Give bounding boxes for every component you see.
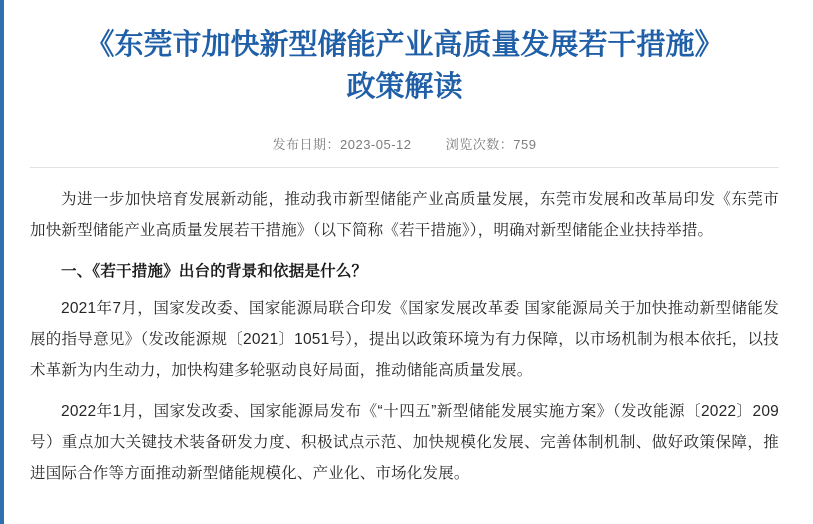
paragraph: 2022年1月，国家发改委、国家能源局发布《“十四五”新型储能发展实施方案》（发改能源〔2022〕209号）重点加大关键技术装备研发力度、积极试点示范、加快规模化发展、完善体制机制、做好政策保障，推进国际合作等方面推动新型储能规模化、产业化、市场化发展。	[30, 403, 779, 482]
article-meta	[30, 134, 779, 153]
publish-date: 发布日期：2023-05-12	[272, 137, 412, 152]
paragraph: 为进一步加快培育发展新动能，推动我市新型储能产业高质量发展，东莞市发展和改革局印发《东莞市加快新型储能产业高质量发展若干措施》（以下简称《若干措施》），明确对新型储能企业扶持举措。	[30, 191, 779, 239]
page-left-accent-bar	[0, 0, 4, 524]
page-title: 《东莞市加快新型储能产业高质量发展若干措施》政策解读	[85, 29, 724, 103]
header-divider	[30, 167, 779, 168]
view-count: 浏览次数：759	[445, 137, 537, 152]
paragraph: 2021年7月，国家发改委、国家能源局联合印发《国家发展改革委 国家能源局关于加快推动新型储能发展的指导意见》（发改能源规〔2021〕1051号），提出以政策环境为有力保障，以市场机制为根本依托，以技术革新为内生动力，加快构建多轮驱动良好局面，推动储能高质量发展。	[30, 300, 779, 379]
section-heading: 一、《若干措施》出台的背景和依据是什么？	[61, 263, 368, 280]
article-body	[30, 184, 779, 489]
